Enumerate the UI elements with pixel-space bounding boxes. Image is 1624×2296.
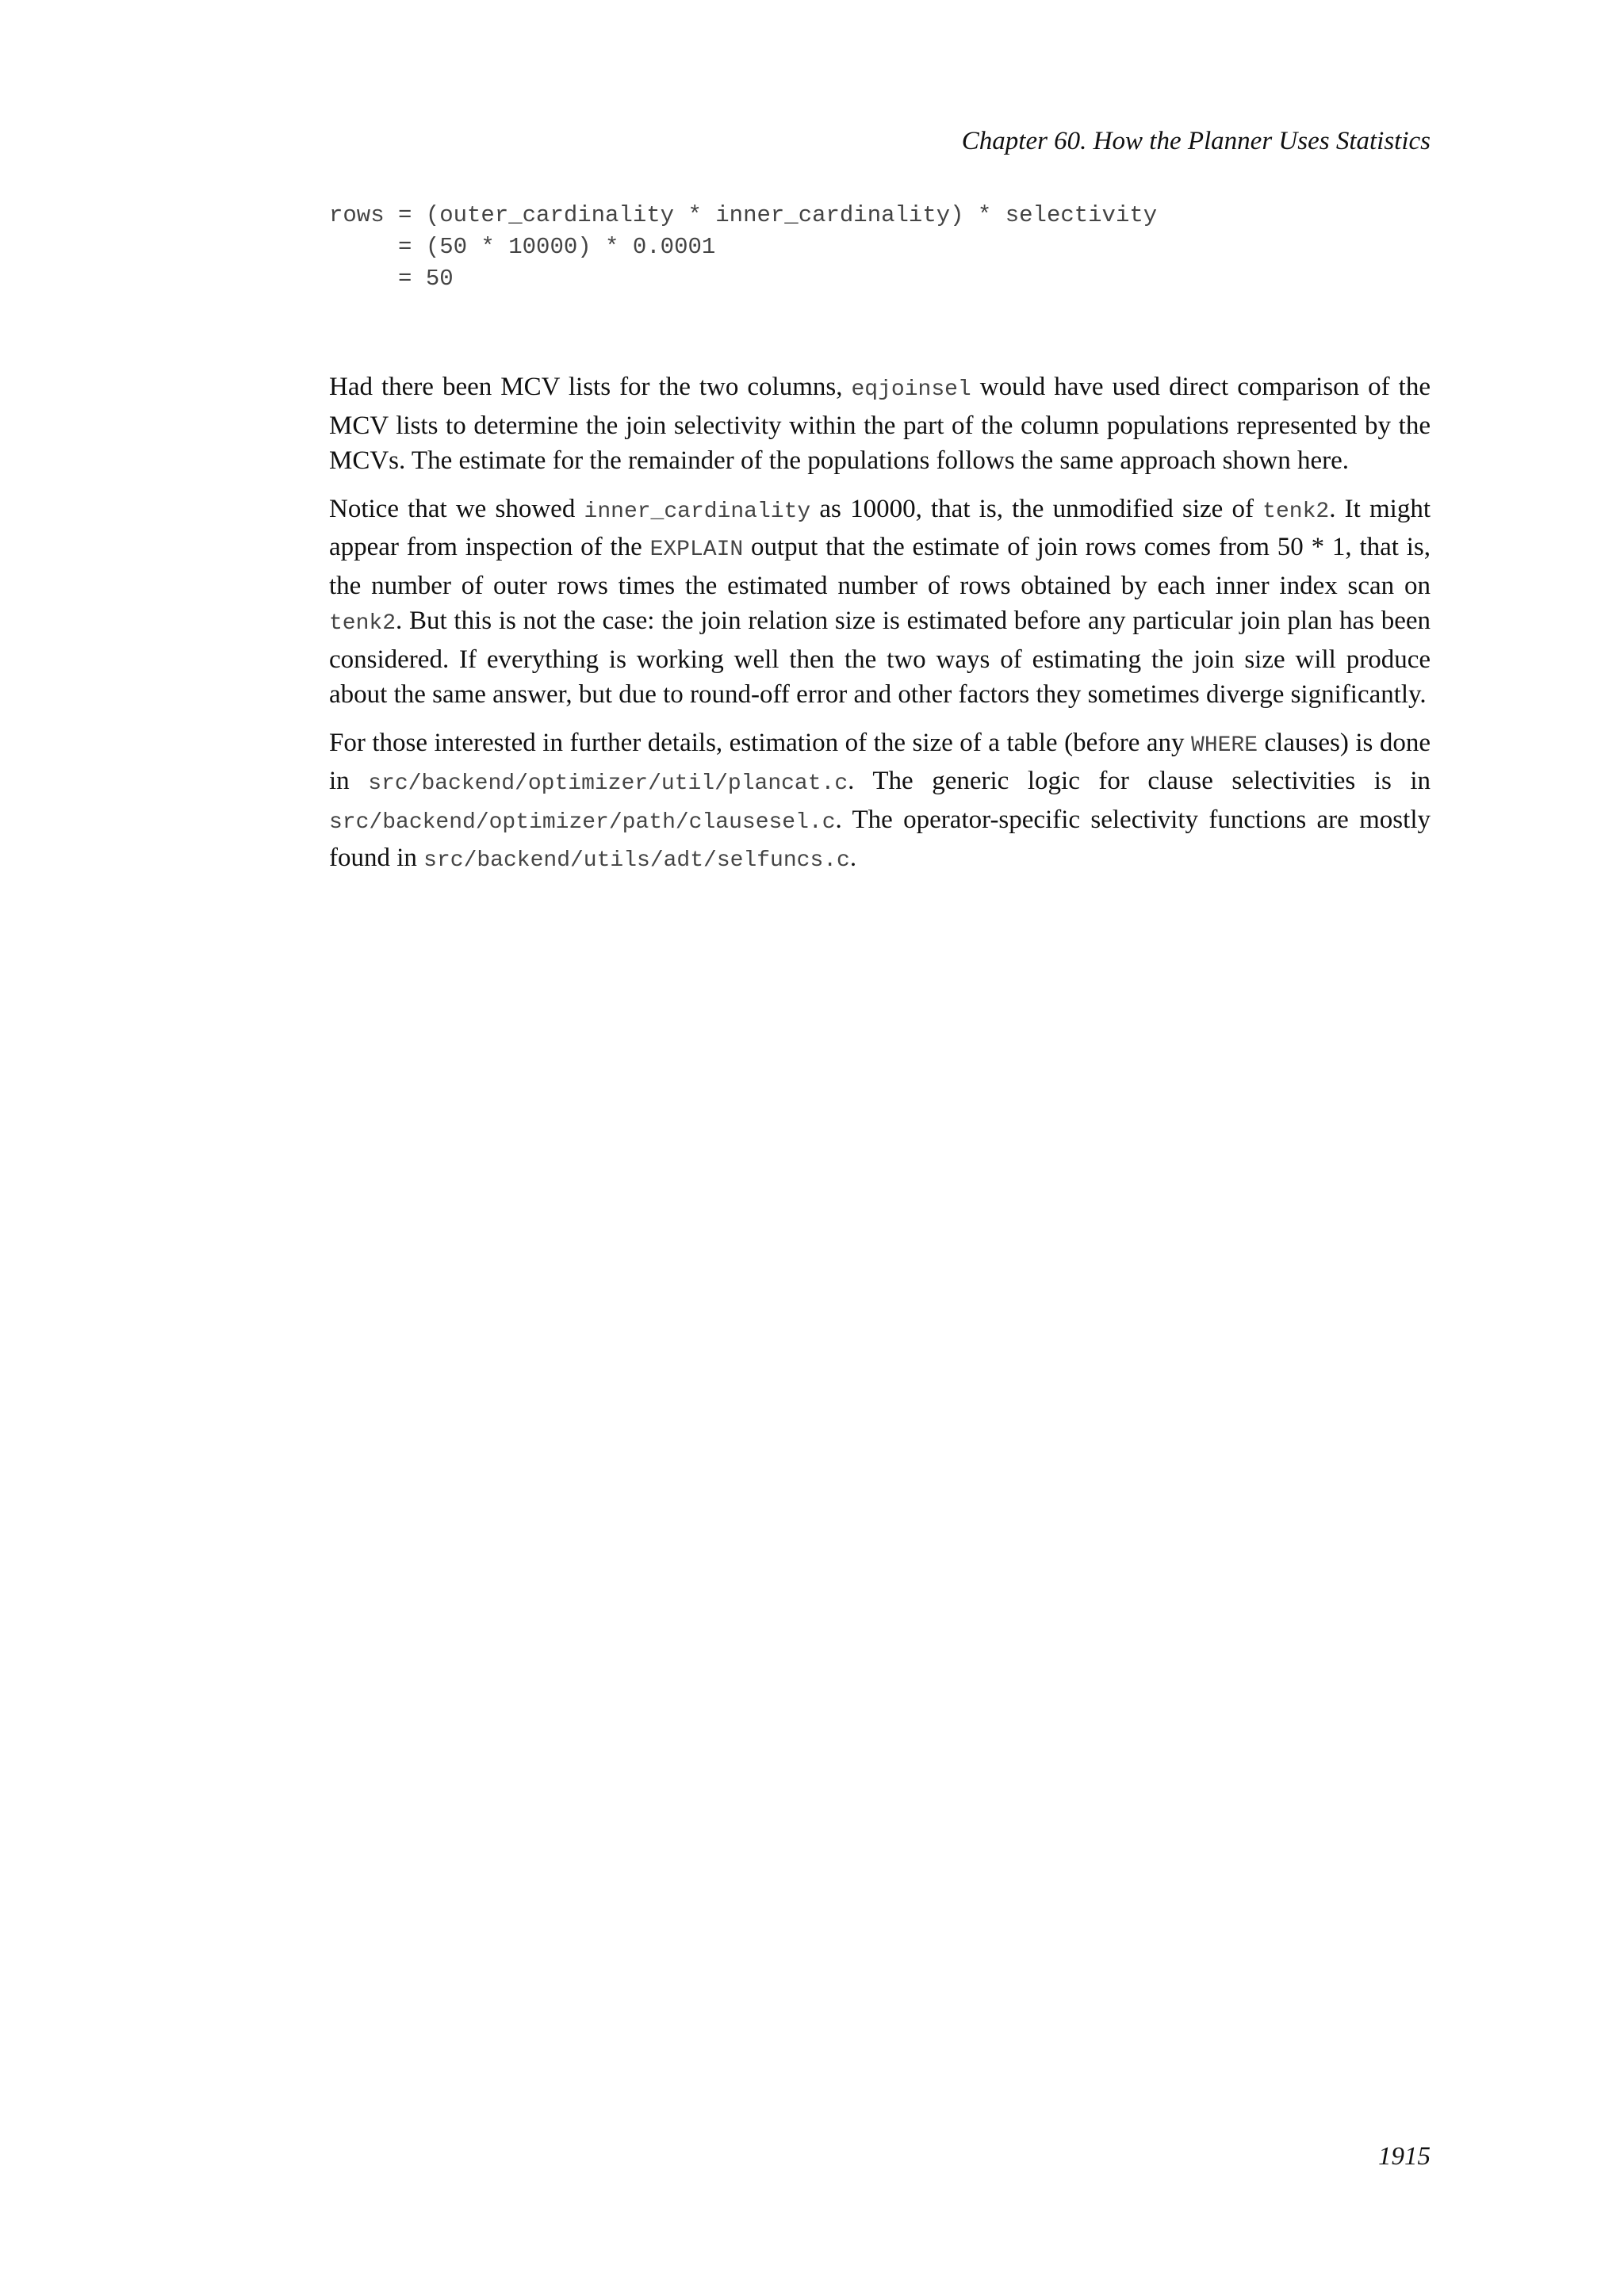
code-plancat-path: src/backend/optimizer/util/plancat.c bbox=[368, 771, 848, 796]
code-block bbox=[329, 200, 1157, 295]
text-run: Notice that we showed bbox=[329, 494, 584, 523]
code-line: = (50 * 10000) * 0.0001 bbox=[329, 234, 716, 260]
text-run: . bbox=[849, 844, 857, 872]
text-run: output that the estimate of join rows comes from 50 * 1, that is, the number of outer rows times the estimated number of rows obtained by each inner index scan on bbox=[329, 533, 1431, 600]
text-run: . But this is not the case: the join relation size is estimated before any particular join plan has been considered. If everything is working well then the two ways of estimating the join size will produce about the same answer, but due to round-off error and other factors they sometimes diverge significantly. bbox=[329, 607, 1431, 709]
code-line: = 50 bbox=[329, 266, 454, 292]
text-run: would have used direct comparison of the MCV lists to determine the join selectivity within the part of the column populations represented by the MCVs. The estimate for the remainder of the populations follows the same approach shown here. bbox=[329, 373, 1431, 475]
paragraph-mcv-lists bbox=[329, 369, 1431, 479]
code-tenk2: tenk2 bbox=[329, 611, 396, 636]
text-run: . It might appear from inspection of the bbox=[329, 494, 1431, 561]
text-run: clauses) is done in bbox=[329, 728, 1431, 795]
text-run: . The operator-specific selectivity functions are mostly found in bbox=[329, 805, 1431, 872]
text-run: . The generic logic for clause selectivities is in bbox=[848, 767, 1431, 795]
text-run: as 10000, that is, the unmodified size of bbox=[810, 494, 1263, 523]
code-inner-cardinality: inner_cardinality bbox=[584, 499, 811, 524]
body-text bbox=[329, 369, 1431, 892]
code-where: WHERE bbox=[1191, 733, 1258, 758]
page-number: 1915 bbox=[1378, 2142, 1431, 2171]
text-run: For those interested in further details, estimation of the size of a table (before any bbox=[329, 728, 1192, 757]
running-header: Chapter 60. How the Planner Uses Statistics bbox=[961, 127, 1431, 155]
code-explain: EXPLAIN bbox=[649, 538, 744, 562]
code-clausesel-path: src/backend/optimizer/path/clausesel.c bbox=[329, 809, 836, 835]
code-line: rows = (outer_cardinality * inner_cardinality) * selectivity bbox=[329, 202, 1158, 228]
paragraph-inner-cardinality bbox=[329, 492, 1431, 713]
text-run: Had there been MCV lists for the two columns, bbox=[329, 373, 852, 401]
paragraph-further-details bbox=[329, 725, 1431, 879]
code-eqjoinsel: eqjoinsel bbox=[851, 377, 971, 402]
code-tenk2: tenk2 bbox=[1262, 499, 1330, 524]
code-selfuncs-path: src/backend/utils/adt/selfuncs.c bbox=[423, 848, 850, 873]
